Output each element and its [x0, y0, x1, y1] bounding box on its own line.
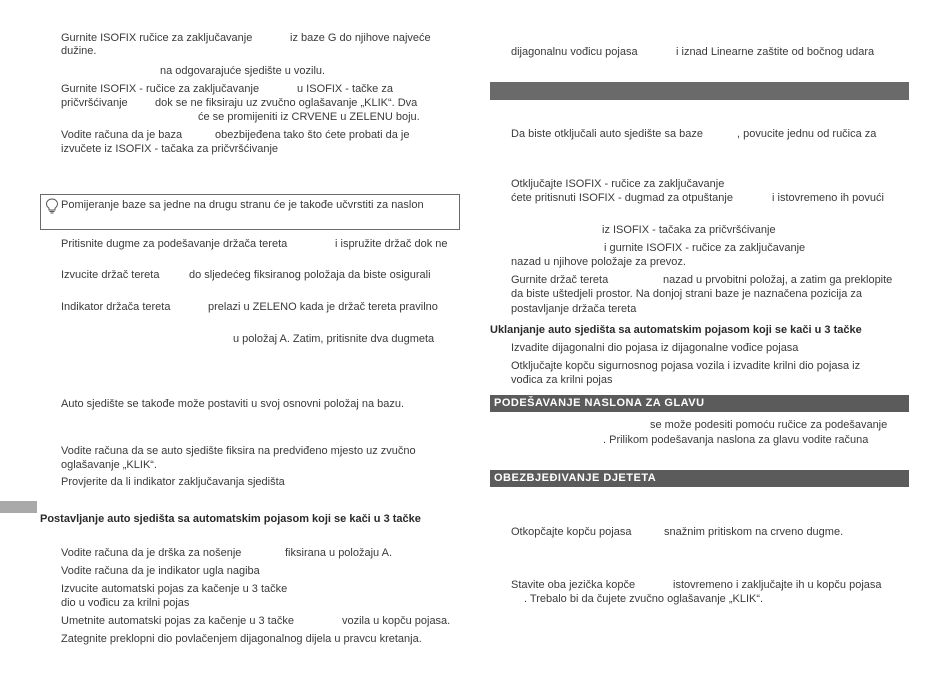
- text-line: Gurnite ISOFIX ručice za zaključavanje: [61, 32, 253, 44]
- text-line: istovremeno i zaključajte ih u kopču pojasa: [673, 579, 882, 591]
- text-line: izvučete iz ISOFIX - tačaka za pričvršćivanje: [61, 143, 279, 155]
- text-line: i ispružite držač dok ne: [335, 238, 448, 250]
- text-line: postavljanje držača tereta: [511, 303, 637, 315]
- text-line: Vodite računa da je baza: [61, 129, 183, 141]
- text-line: Indikator držača tereta: [61, 301, 171, 313]
- text-line: u položaj A. Zatim, pritisnite dva dugmeta: [233, 333, 435, 345]
- section-heading: Postavljanje auto sjedišta sa automatskim pojasom koji se kači u 3 tačke: [40, 513, 421, 525]
- text-line: vozila u kopču pojasa.: [342, 615, 451, 627]
- text-line: na odgovarajuće sjedište u vozilu.: [160, 65, 326, 77]
- text-line: Pritisnite dugme za podešavanje držača tereta: [61, 238, 288, 250]
- text-line: dio u vođicu za krilni pojas: [61, 597, 190, 609]
- text-line: Gurnite držač tereta: [511, 274, 609, 286]
- text-line: i istovremeno ih povući: [772, 192, 884, 204]
- section-bar: [490, 82, 909, 100]
- text-line: Vodite računa da se auto sjedište fiksira na predviđeno mjesto uz zvučno: [61, 445, 416, 457]
- text-line: do sljedećeg fiksiranog položaja da biste osigurali: [189, 269, 431, 281]
- tip-text: Pomijeranje baze sa jedne na drugu stranu će je takođe učvrstiti za naslon: [61, 199, 424, 211]
- text-line: i gurnite ISOFIX - ručice za zaključavanje: [604, 242, 806, 254]
- tip-box: [40, 194, 460, 230]
- text-line: da biste uštedjeli prostor. Na donjoj strani baze je naznačena pozicija za: [511, 288, 862, 300]
- text-line: Izvucite držač tereta: [61, 269, 160, 281]
- text-line: se može podesiti pomoću ručice za podešavanje: [650, 419, 888, 431]
- text-line: Otključajte ISOFIX - ručice za zaključavanje: [511, 178, 725, 190]
- text-line: snažnim pritiskom na crveno dugme.: [664, 526, 844, 538]
- text-line: nazad u prvobitni položaj, a zatim ga preklopite: [663, 274, 893, 286]
- text-line: ćete pritisnuti ISOFIX - dugmad za otpuštanje: [511, 192, 733, 204]
- section-heading: Uklanjanje auto sjedišta sa automatskim pojasom koji se kači u 3 tačke: [490, 324, 862, 336]
- text-line: u ISOFIX - tačke za: [297, 83, 393, 95]
- text-line: nazad u njihove položaje za prevoz.: [511, 256, 686, 268]
- text-line: Auto sjedište se takođe može postaviti u svoj osnovni položaj na bazu.: [61, 398, 405, 410]
- text-line: Vodite računa da je drška za nošenje: [61, 547, 242, 559]
- text-line: obezbijeđena tako što ćete probati da je: [215, 129, 410, 141]
- text-line: Umetnite automatski pojas za kačenje u 3 tačke: [61, 615, 294, 627]
- text-line: dok se ne fiksiraju uz zvučno oglašavanje „KLIK“. Dva: [155, 97, 418, 109]
- text-line: iz ISOFIX - tačaka za pričvršćivanje: [602, 224, 776, 236]
- text-line: Provjerite da li indikator zaključavanja sjedišta: [61, 476, 285, 488]
- text-line: će se promijeniti iz CRVENE u ZELENU boju.: [198, 111, 420, 123]
- text-line: , povucite jednu od ručica za: [737, 128, 877, 140]
- lightbulb-icon: [45, 198, 59, 214]
- text-line: dijagonalnu vođicu pojasa: [511, 46, 638, 58]
- text-line: fiksirana u položaju A.: [285, 547, 393, 559]
- text-line: iz baze G do njihove najveće: [290, 32, 431, 44]
- section-bar-headrest: PODEŠAVANJE NASLONA ZA GLAVU: [490, 395, 909, 412]
- text-line: pričvršćivanje: [61, 97, 128, 109]
- text-line: dužine.: [61, 45, 97, 57]
- text-line: i iznad Linearne zaštite od bočnog udara: [676, 46, 875, 58]
- text-line: Zategnite preklopni dio povlačenjem dijagonalnog dijela u pravcu kretanja.: [61, 633, 422, 645]
- text-line: Gurnite ISOFIX - ručice za zaključavanje: [61, 83, 260, 95]
- section-bar-child: OBEZBJEĐIVANJE DJETETA: [490, 470, 909, 487]
- text-line: prelazi u ZELENO kada je držač tereta pravilno: [208, 301, 438, 313]
- text-line: vođica za krilni pojas: [511, 374, 613, 386]
- text-line: . Prilikom podešavanja naslona za glavu vodite računa: [603, 434, 869, 446]
- page-tab: [0, 501, 37, 513]
- text-line: Izvucite automatski pojas za kačenje u 3 tačke: [61, 583, 288, 595]
- text-line: oglašavanje „KLIK“.: [61, 459, 157, 471]
- text-line: Otkopčajte kopču pojasa: [511, 526, 632, 538]
- text-line: Otključajte kopču sigurnosnog pojasa vozila i izvadite krilni dio pojasa iz: [511, 360, 861, 372]
- text-line: Vodite računa da je indikator ugla nagiba: [61, 565, 260, 577]
- text-line: Izvadite dijagonalni dio pojasa iz dijagonalne vođice pojasa: [511, 342, 799, 354]
- text-line: . Trebalo bi da čujete zvučno oglašavanje „KLIK“.: [524, 593, 764, 605]
- text-line: Stavite oba jezička kopče: [511, 579, 636, 591]
- text-line: Da biste otključali auto sjedište sa baze: [511, 128, 703, 140]
